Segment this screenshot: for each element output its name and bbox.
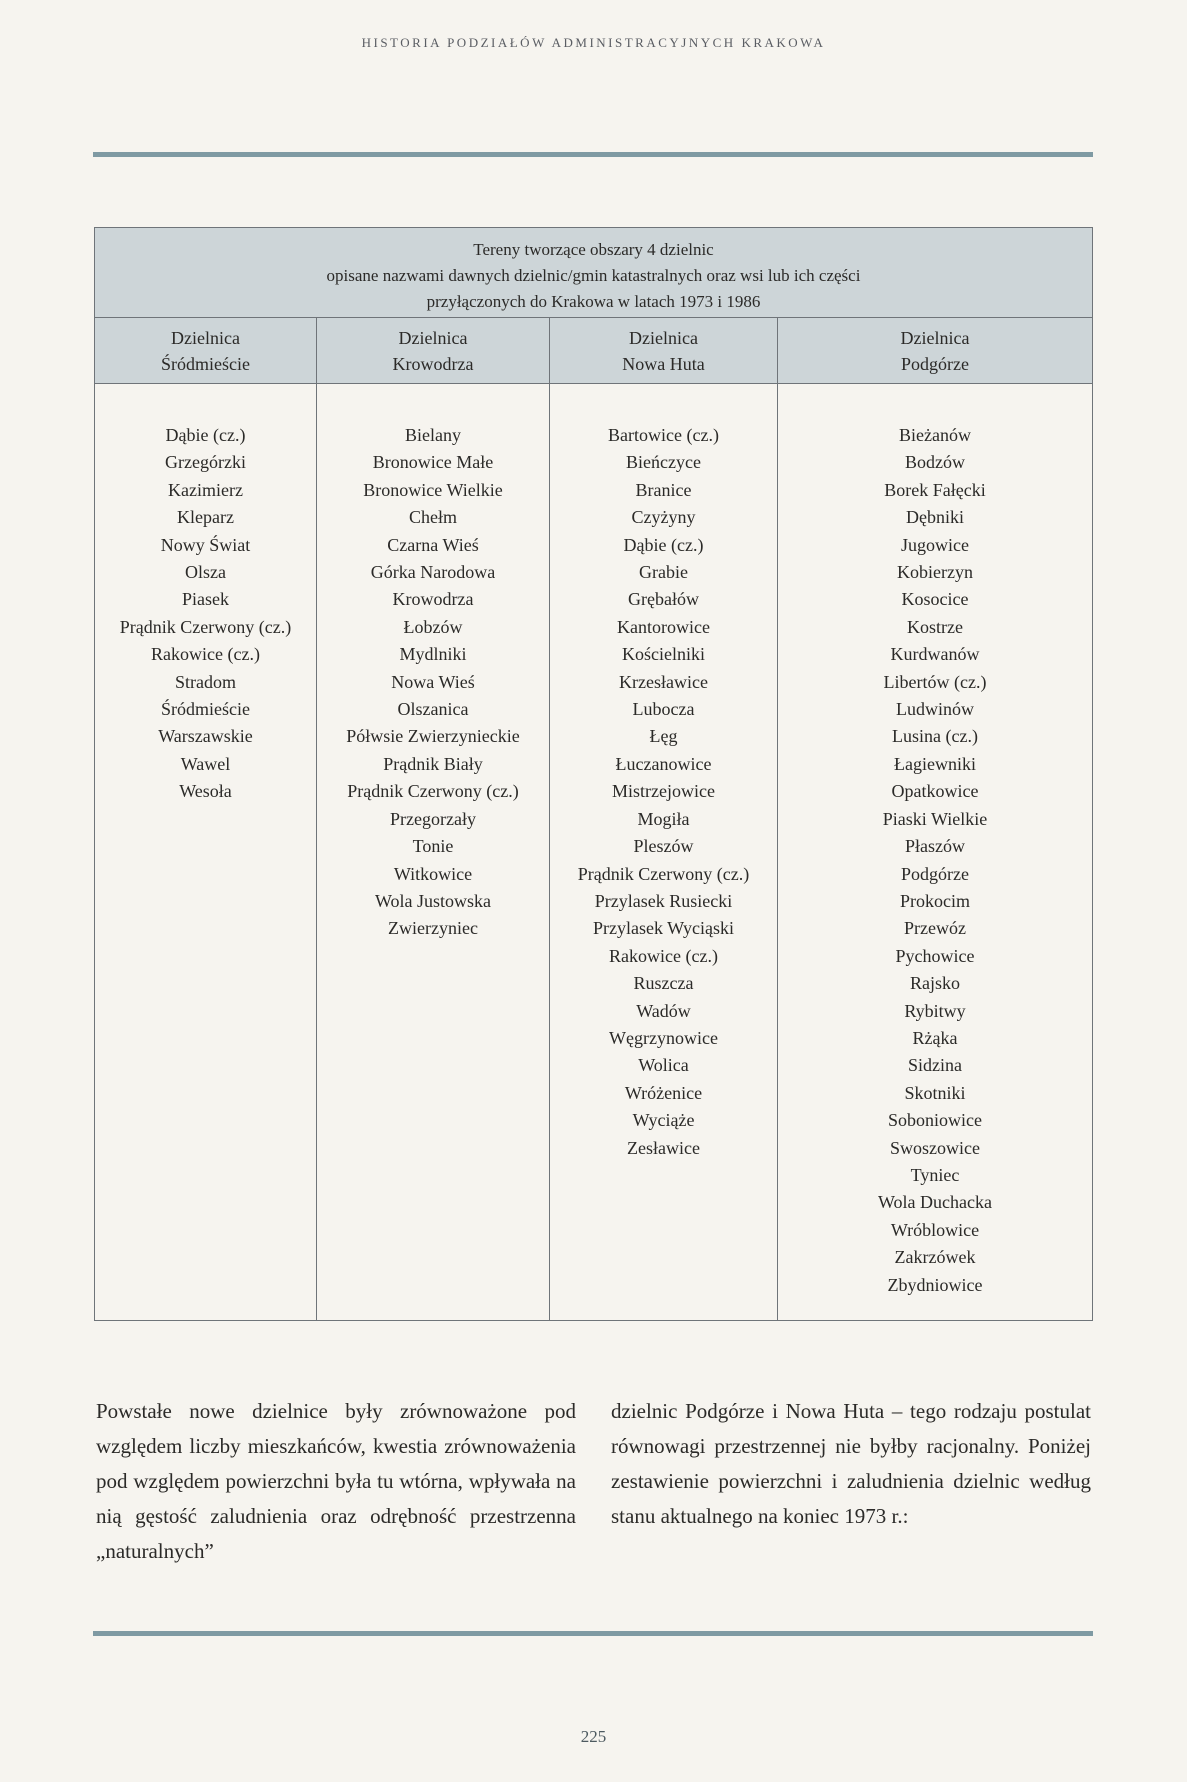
table-cell: Borek Fałęcki — [884, 479, 986, 500]
table-cell: Opatkowice — [891, 781, 979, 802]
table-cell: Kleparz — [177, 507, 234, 528]
table-cell: Półwsie Zwierzynieckie — [346, 726, 520, 747]
table-cell: Węgrzynowice — [609, 1027, 718, 1048]
table-cell: Kurdwanów — [890, 644, 980, 665]
table-cell: Przylasek Rusiecki — [594, 890, 733, 911]
table-cell: Bodzów — [905, 452, 965, 473]
table-cell: Górka Narodowa — [370, 562, 496, 583]
table-body-row — [95, 384, 1092, 1321]
table-cell: Prądnik Czerwony (cz.) — [119, 616, 292, 637]
table-cell: Olsza — [185, 562, 226, 583]
table-cell: Tonie — [412, 836, 454, 857]
table-cell: Mydlniki — [399, 644, 467, 665]
caption-line-1: Tereny tworzące obszary 4 dzielnic — [473, 240, 714, 259]
table-cell: Bartowice (cz.) — [608, 425, 719, 445]
table-cell: Łęg — [649, 726, 678, 747]
table-cell: Witkowice — [393, 863, 473, 884]
table-cell: Prokocim — [900, 890, 970, 911]
table-cell: Ludwinów — [896, 699, 974, 720]
table-cell: Kobierzyn — [897, 562, 973, 583]
table-cell: Olszanica — [397, 699, 469, 720]
header-krowodrza — [317, 318, 550, 383]
table-cell: Zakrzówek — [894, 1247, 976, 1268]
table-cell: Podgórze — [901, 863, 969, 884]
table-cell: Dąbie (cz.) — [165, 425, 246, 445]
table-cell: Branice — [635, 479, 692, 500]
header-label: Dzielnica — [398, 328, 468, 348]
table-cell: Lubocza — [632, 699, 695, 720]
table-cell: Zbydniowice — [887, 1274, 983, 1295]
table-cell: Przewóz — [904, 918, 966, 939]
table-cell: Rajsko — [909, 973, 960, 994]
table-cell: Płaszów — [905, 836, 965, 857]
header-district: Śródmieście — [161, 354, 250, 374]
table-cell: Skotniki — [904, 1082, 966, 1103]
header-label: Dzielnica — [900, 328, 970, 348]
header-district: Krowodrza — [392, 354, 474, 374]
table-cell: Ruszcza — [633, 973, 694, 994]
table-cell: Jugowice — [901, 534, 969, 555]
table-cell: Pleszów — [633, 836, 694, 857]
table-cell: Bielany — [405, 425, 461, 445]
table-cell: Wola Justowska — [374, 890, 492, 911]
table-cell: Libertów (cz.) — [883, 671, 987, 692]
table-cell: Chełm — [409, 507, 457, 528]
table-cell: Nowy Świat — [160, 534, 251, 555]
table-cell: Wawel — [180, 753, 231, 774]
table-cell: Pychowice — [895, 945, 975, 966]
table-cell: Przegorzały — [390, 808, 476, 829]
table-cell: Bieżanów — [899, 425, 971, 445]
table-cell: Wesoła — [179, 781, 232, 802]
table-cell: Prądnik Czerwony (cz.) — [347, 781, 519, 802]
table-cell: Stradom — [175, 671, 236, 692]
table-cell: Piaski Wielkie — [882, 808, 988, 829]
column-krowodrza — [317, 384, 550, 1321]
header-district: Nowa Huta — [622, 354, 705, 374]
table-cell: Rżąka — [912, 1027, 958, 1048]
table-cell: Wadów — [636, 1000, 691, 1021]
table-cell: Zesławice — [627, 1137, 700, 1158]
bottom-rule — [93, 1631, 1093, 1636]
header-srodmiescie — [95, 318, 317, 383]
table-cell: Swoszowice — [890, 1137, 980, 1158]
caption-line-3: przyłączonych do Krakowa w latach 1973 i 1986 — [426, 292, 761, 311]
running-head: HISTORIA PODZIAŁÓW ADMINISTRACYJNYCH KRAKOWA — [361, 35, 826, 50]
table-cell: Kostrze — [907, 616, 963, 637]
column-srodmiescie — [95, 384, 317, 1321]
table-cell: Krowodrza — [392, 589, 474, 610]
body-text-right: dzielnic Podgórze i Nowa Huta – tego rodzaju postulat równowagi przestrzennej nie byłby racjonalny. Poniżej zestawienie powierzchni i zaludnienia dzielnic według stanu aktualnego na koniec 1973 r.: — [611, 1399, 1091, 1528]
table-cell: Lusina (cz.) — [892, 726, 978, 747]
table-cell: Piasek — [182, 589, 229, 610]
table-cell: Zwierzyniec — [388, 918, 478, 939]
table-cell: Czyżyny — [631, 507, 696, 528]
table-cell: Grębałów — [628, 589, 699, 610]
table-cell: Czarna Wieś — [387, 534, 479, 555]
column-podgorze — [778, 384, 1092, 1321]
page-number: 225 — [580, 1727, 607, 1746]
top-rule — [93, 152, 1093, 157]
table-cell: Wola Duchacka — [878, 1192, 992, 1213]
table-cell: Rakowice (cz.) — [609, 945, 718, 966]
table-cell: Mistrzejowice — [612, 781, 715, 802]
table-cell: Dębniki — [906, 507, 964, 528]
table-cell: Warszawskie — [158, 726, 253, 747]
table-cell: Bronowice Wielkie — [363, 479, 503, 500]
table-cell: Kosocice — [901, 589, 969, 610]
table-cell: Soboniowice — [888, 1110, 982, 1131]
table-cell: Prądnik Czerwony (cz.) — [577, 863, 750, 884]
districts-table — [94, 227, 1093, 1321]
header-label: Dzielnica — [171, 328, 240, 348]
table-cell: Krzesławice — [619, 671, 708, 692]
body-text-left: Powstałe nowe dzielnice były zrównoważone pod względem liczby mieszkańców, kwestia zrównoważenia pod względem powierzchni była tu wtórna, wpływała na nią gęstość zaludnienia oraz odrębność przestrzenna „naturalnych” — [96, 1399, 576, 1563]
column-nowa-huta — [550, 384, 778, 1321]
table-cell: Rybitwy — [904, 1000, 966, 1021]
header-podgorze — [778, 318, 1092, 383]
table-cell: Łuczanowice — [615, 753, 712, 774]
table-cell: Tyniec — [910, 1164, 960, 1185]
table-cell: Kazimierz — [168, 479, 243, 500]
caption-line-2: opisane nazwami dawnych dzielnic/gmin katastralnych oraz wsi lub ich części — [326, 266, 861, 285]
header-nowa-huta — [550, 318, 778, 383]
table-cell: Sidzina — [908, 1055, 962, 1076]
table-header-row — [95, 318, 1092, 384]
header-label: Dzielnica — [629, 328, 698, 348]
table-cell: Przylasek Wyciąski — [592, 918, 735, 939]
table-cell: Dąbie (cz.) — [623, 534, 704, 555]
table-caption — [95, 228, 1092, 318]
table-cell: Bronowice Małe — [372, 452, 494, 473]
table-cell: Wolica — [638, 1055, 689, 1076]
table-cell: Wróblowice — [890, 1219, 980, 1240]
table-cell: Wróżenice — [624, 1082, 703, 1103]
table-cell: Kościelniki — [622, 644, 705, 665]
table-cell: Prądnik Biały — [383, 753, 483, 774]
table-cell: Mogiła — [637, 808, 690, 829]
table-cell: Wyciąże — [632, 1110, 695, 1131]
table-cell: Nowa Wieś — [391, 671, 475, 692]
header-district: Podgórze — [901, 354, 969, 374]
table-cell: Łagiewniki — [894, 753, 976, 774]
table-cell: Rakowice (cz.) — [151, 644, 260, 665]
table-cell: Bieńczyce — [626, 452, 701, 473]
table-cell: Kantorowice — [617, 616, 710, 637]
table-cell: Grabie — [639, 562, 688, 583]
table-cell: Śródmieście — [161, 699, 250, 720]
table-cell: Łobzów — [403, 616, 463, 637]
table-cell: Grzegórzki — [165, 452, 246, 473]
